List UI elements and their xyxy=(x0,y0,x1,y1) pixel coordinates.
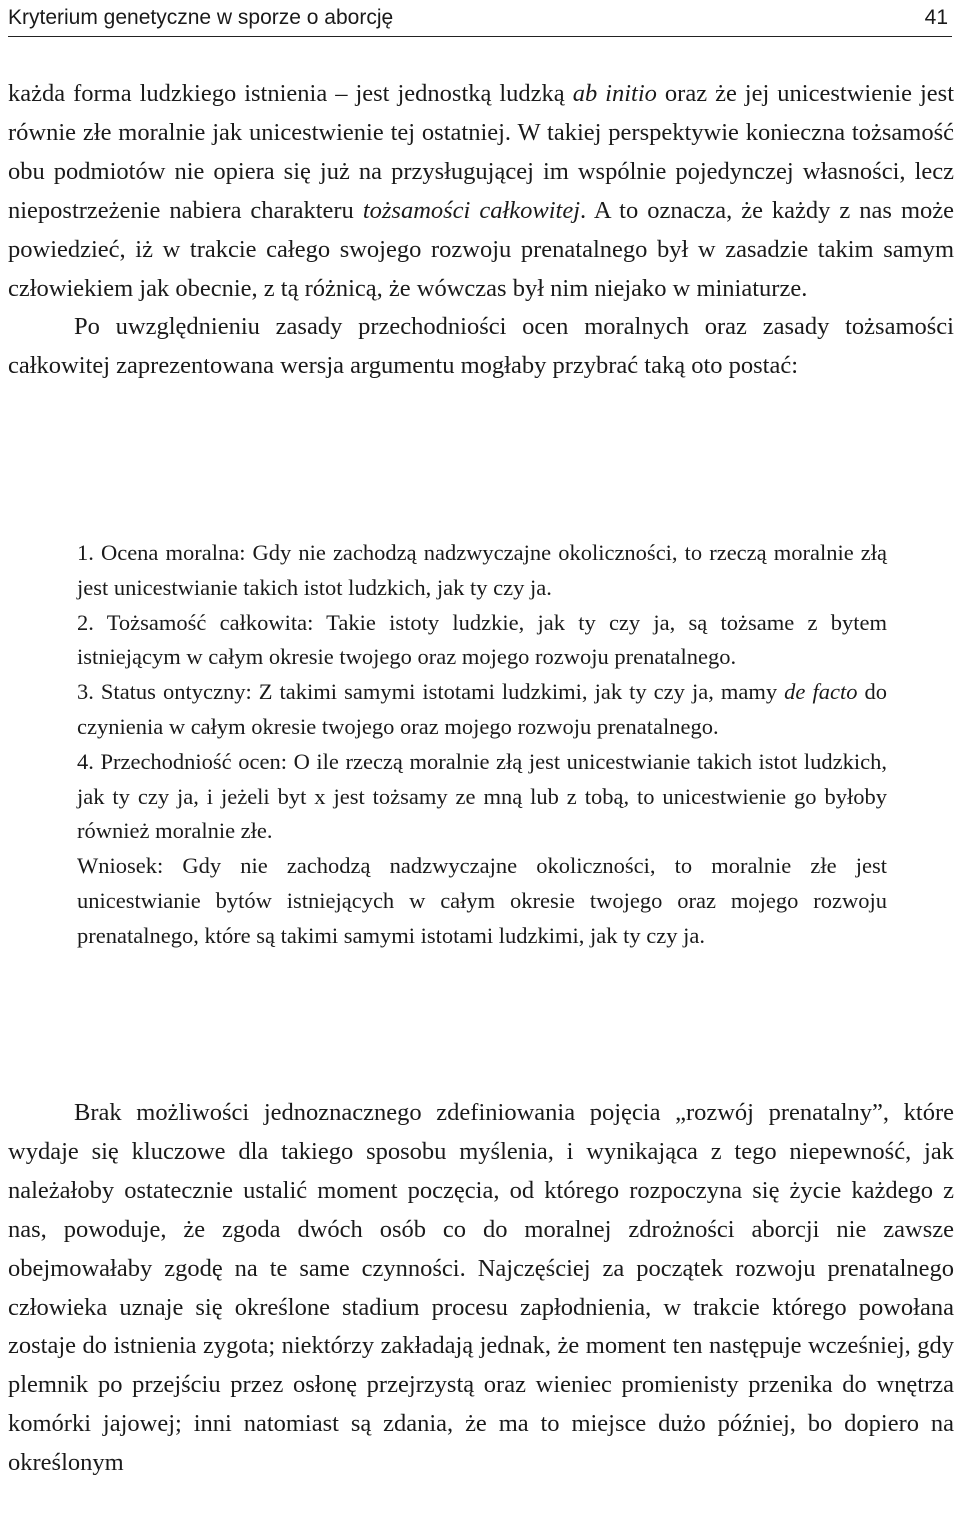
running-title: Kryterium genetyczne w sporze o aborcję xyxy=(8,6,394,29)
argument-item-1: 1. Ocena moralna: Gdy nie zachodzą nadzwyczajne okoliczności, to rzeczą moralnie złą jest unicestwianie takich istot ludzkich, jak ty czy ja. xyxy=(77,540,887,600)
body-text-lower xyxy=(8,1094,954,1483)
paragraph-prenatal-development: Brak możliwości jednoznacznego zdefiniowania pojęcia „rozwój prenatalny”, które wydaje się kluczowe dla takiego sposobu myślenia, i wynikająca z tego niepewność, jak należałoby ostatecznie ustalić moment poczęcia, od którego rozpoczyna się życie każdego z nas, powoduje, że zgoda dwóch osób co do moralnej zdrożności aborcji nie zawsze obejmowałaby zgodę na te same czynności. Najczęściej za początek rozwoju prenatalnego człowieka uznaje się określone stadium procesu zapłodnienia, w trakcie którego powołana zostaje do istnienia zygota; niektórzy zakładają jednak, że moment ten następuje wcześniej, gdy plemnik po przejściu przez osłonę przejrzystą oraz wieniec promienisty przenika do wnętrza komórki jajowej; inni natomiast są zdania, że ma to miejsce dużo później, bo dopiero na określonym xyxy=(8,1099,954,1477)
body-text-upper xyxy=(8,75,954,386)
italic-total-identity: tożsamości całkowitej xyxy=(362,196,581,224)
italic-ab-initio: ab initio xyxy=(572,80,657,107)
argument-item-3: 3. Status ontyczny: Z takimi samymi istotami ludzkimi, jak ty czy ja, mamy de facto do czynienia w całym okresie twojego oraz mojego rozwoju prenatalnego. xyxy=(77,679,888,739)
argument-item-2: 2. Tożsamość całkowita: Takie istoty ludzkie, jak ty czy ja, są tożsame z bytem istniejącym w całym okresie twojego oraz mojego rozwoju prenatalnego. xyxy=(77,609,887,670)
argument-item-4: 4. Przechodniość ocen: O ile rzeczą moralnie złą jest unicestwianie takich istot ludzkich, jak ty czy ja, i jeżeli byt x jest tożsamy ze mną lub z tobą, to unicestwienie go byłoby również moralnie złe. xyxy=(77,748,887,844)
running-header xyxy=(8,2,952,37)
argument-list xyxy=(77,536,887,954)
argument-conclusion: Wniosek: Gdy nie zachodzą nadzwyczajne okoliczności, to moralnie złe jest unicestwianie bytów istniejących w całym okresie twojego oraz mojego rozwoju prenatalnego, które są takimi samymi istotami ludzkimi, jak ty czy ja. xyxy=(77,853,887,948)
paragraph-argument-intro: Po uwzględnieniu zasady przechodniości ocen moralnych oraz zasady tożsamości całkowitej zaprezentowana wersja argumentu mogłaby przybrać taką oto postać: xyxy=(8,313,954,380)
italic-de-facto: de facto xyxy=(784,679,858,705)
page-number: 41 xyxy=(924,6,948,29)
paragraph-identity: każda forma ludzkiego istnienia – jest jednostką ludzką ab initio oraz że jej unicestwienie jest równie złe moralnie jak unicestwienie tej ostatniej. W takiej perspektywie konieczna tożsamość obu podmiotów nie opiera się już na przysługującej im wspólnie pojedynczej własności, lecz niepostrzeżenie nabiera charakteru tożsamości całkowitej. A to oznacza, że każdy z nas może powiedzieć, iż w trakcie całego swojego rozwoju prenatalnego był w zasadzie takim samym człowiekiem jak obecnie, z tą różnicą, że wówczas był nim niejako w miniaturze. xyxy=(8,80,955,302)
